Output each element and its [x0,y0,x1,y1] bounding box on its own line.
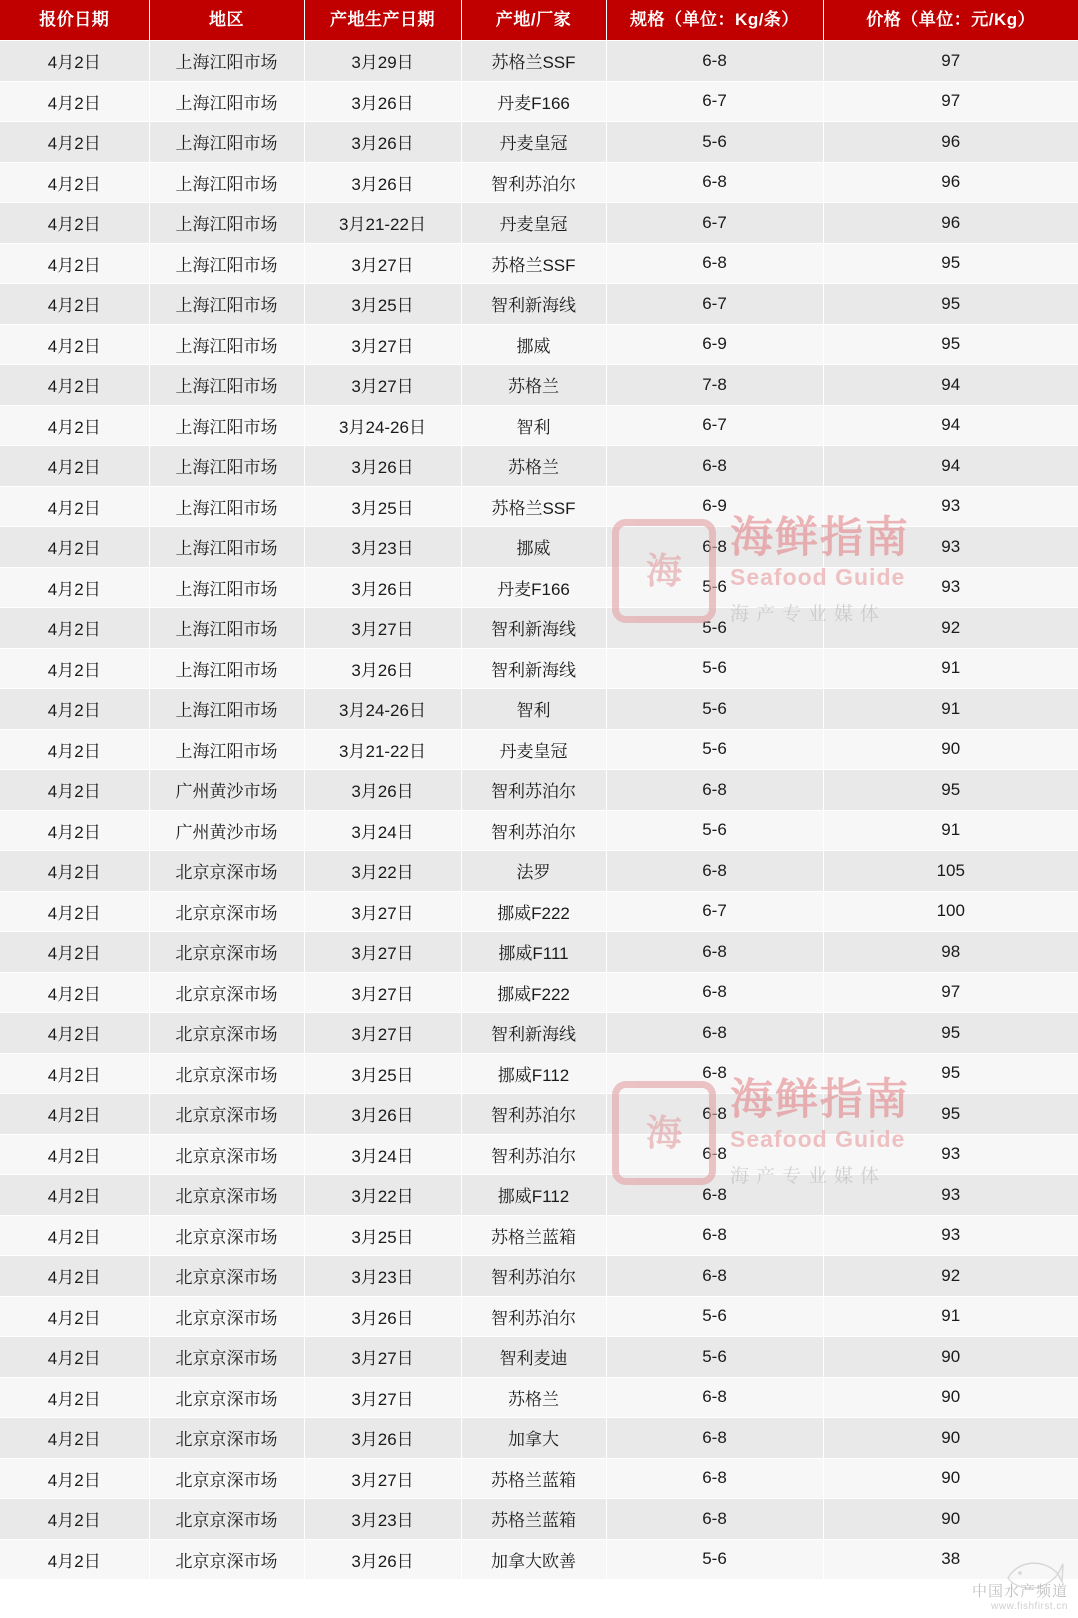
cell-origin-factory: 挪威 [461,324,606,365]
cell-origin-factory: 苏格兰蓝箱 [461,1499,606,1540]
cell-production-date: 3月26日 [304,122,461,163]
cell-price: 95 [823,1094,1078,1135]
watermark-brand-sub: 海产专业媒体 [730,604,887,626]
cell-spec: 5-6 [606,1337,823,1378]
cell-origin-factory: 智利苏泊尔 [461,1256,606,1297]
cell-quote-date: 4月2日 [0,405,149,446]
cell-region: 上海江阳市场 [149,324,304,365]
cell-price: 94 [823,446,1078,487]
cell-origin-factory: 苏格兰蓝箱 [461,1215,606,1256]
cell-quote-date: 4月2日 [0,486,149,527]
cell-price: 96 [823,162,1078,203]
cell-origin-factory: 苏格兰SSF [461,41,606,82]
cell-region: 上海江阳市场 [149,41,304,82]
cell-region: 北京京深市场 [149,851,304,892]
cell-spec: 6-8 [606,1215,823,1256]
cell-spec: 5-6 [606,608,823,649]
cell-quote-date: 4月2日 [0,527,149,568]
cell-origin-factory: 苏格兰SSF [461,486,606,527]
cell-production-date: 3月27日 [304,1013,461,1054]
cell-production-date: 3月27日 [304,324,461,365]
cell-spec: 6-8 [606,1418,823,1459]
column-header-quote-date: 报价日期 [0,0,149,41]
cell-production-date: 3月27日 [304,891,461,932]
cell-spec: 5-6 [606,648,823,689]
table-row [0,284,1078,325]
cell-region: 北京京深市场 [149,1256,304,1297]
table-row [0,1094,1078,1135]
cell-spec: 6-8 [606,932,823,973]
cell-production-date: 3月24-26日 [304,405,461,446]
cell-quote-date: 4月2日 [0,891,149,932]
cell-quote-date: 4月2日 [0,162,149,203]
cell-quote-date: 4月2日 [0,1296,149,1337]
cell-production-date: 3月27日 [304,1377,461,1418]
cell-origin-factory: 智利新海线 [461,648,606,689]
cell-price: 92 [823,608,1078,649]
table-row [0,1458,1078,1499]
cell-production-date: 3月26日 [304,1296,461,1337]
cell-region: 上海江阳市场 [149,81,304,122]
cell-price: 94 [823,405,1078,446]
cell-origin-factory: 挪威F222 [461,972,606,1013]
watermark-brand-cn: 海鲜指南 [730,514,910,562]
cell-quote-date: 4月2日 [0,365,149,406]
cell-quote-date: 4月2日 [0,1458,149,1499]
cell-price: 90 [823,1337,1078,1378]
table-row [0,608,1078,649]
cell-quote-date: 4月2日 [0,1539,149,1580]
column-header-origin-factory: 产地/厂家 [461,0,606,41]
cell-price: 91 [823,1296,1078,1337]
cell-price: 38 [823,1539,1078,1580]
table-row [0,1499,1078,1540]
cell-price: 90 [823,1499,1078,1540]
cell-origin-factory: 智利新海线 [461,608,606,649]
cell-spec: 6-8 [606,1094,823,1135]
cell-origin-factory: 挪威F111 [461,932,606,973]
cell-quote-date: 4月2日 [0,1377,149,1418]
cell-region: 北京京深市场 [149,1458,304,1499]
cell-price: 93 [823,1175,1078,1216]
table-row [0,1256,1078,1297]
cell-spec: 6-8 [606,770,823,811]
cell-origin-factory: 智利苏泊尔 [461,1134,606,1175]
table-row [0,81,1078,122]
cell-quote-date: 4月2日 [0,81,149,122]
cell-production-date: 3月23日 [304,1256,461,1297]
cell-production-date: 3月24-26日 [304,689,461,730]
cell-spec: 5-6 [606,729,823,770]
table-row [0,1377,1078,1418]
cell-spec: 6-8 [606,1256,823,1297]
cell-quote-date: 4月2日 [0,1256,149,1297]
cell-spec: 5-6 [606,1296,823,1337]
cell-region: 北京京深市场 [149,1175,304,1216]
watermark-brand-cn-2: 海鲜指南 [730,1076,910,1124]
cell-origin-factory: 挪威F222 [461,891,606,932]
table-row [0,446,1078,487]
cell-origin-factory: 智利苏泊尔 [461,1094,606,1135]
cell-price: 95 [823,770,1078,811]
cell-spec: 6-8 [606,1134,823,1175]
cell-origin-factory: 加拿大 [461,1418,606,1459]
cell-region: 广州黄沙市场 [149,810,304,851]
cell-quote-date: 4月2日 [0,1337,149,1378]
cell-spec: 6-7 [606,81,823,122]
cell-origin-factory: 挪威F112 [461,1175,606,1216]
cell-quote-date: 4月2日 [0,243,149,284]
cell-spec: 6-7 [606,891,823,932]
table-row [0,972,1078,1013]
cell-production-date: 3月27日 [304,365,461,406]
cell-spec: 6-9 [606,324,823,365]
cell-spec: 6-8 [606,1458,823,1499]
table-row [0,567,1078,608]
cell-region: 上海江阳市场 [149,365,304,406]
cell-spec: 6-8 [606,972,823,1013]
cell-quote-date: 4月2日 [0,648,149,689]
watermark-logo-char-top: 海 [645,550,682,592]
cell-production-date: 3月22日 [304,851,461,892]
table-row [0,1418,1078,1459]
cell-spec: 6-7 [606,405,823,446]
cell-price: 92 [823,1256,1078,1297]
cell-quote-date: 4月2日 [0,1175,149,1216]
cell-spec: 5-6 [606,567,823,608]
cell-production-date: 3月26日 [304,1418,461,1459]
cell-production-date: 3月29日 [304,41,461,82]
cell-spec: 5-6 [606,689,823,730]
cell-production-date: 3月26日 [304,567,461,608]
cell-quote-date: 4月2日 [0,567,149,608]
cell-production-date: 3月23日 [304,1499,461,1540]
cell-quote-date: 4月2日 [0,1499,149,1540]
cell-quote-date: 4月2日 [0,770,149,811]
cell-region: 上海江阳市场 [149,405,304,446]
column-header-spec: 规格（单位：Kg/条） [606,0,823,41]
cell-quote-date: 4月2日 [0,1215,149,1256]
table-row [0,527,1078,568]
cell-origin-factory: 挪威F112 [461,1053,606,1094]
cell-region: 上海江阳市场 [149,729,304,770]
cell-quote-date: 4月2日 [0,324,149,365]
cell-production-date: 3月26日 [304,648,461,689]
cell-price: 90 [823,1458,1078,1499]
table-row [0,932,1078,973]
cell-origin-factory: 丹麦F166 [461,81,606,122]
cell-spec: 5-6 [606,1539,823,1580]
cell-price: 95 [823,1053,1078,1094]
cell-origin-factory: 智利苏泊尔 [461,770,606,811]
cell-region: 上海江阳市场 [149,446,304,487]
cell-production-date: 3月26日 [304,162,461,203]
cell-quote-date: 4月2日 [0,972,149,1013]
cell-quote-date: 4月2日 [0,1053,149,1094]
cell-quote-date: 4月2日 [0,1013,149,1054]
cell-region: 北京京深市场 [149,1053,304,1094]
cell-spec: 6-7 [606,284,823,325]
cell-quote-date: 4月2日 [0,284,149,325]
cell-price: 91 [823,648,1078,689]
table-row [0,689,1078,730]
table-row [0,729,1078,770]
table-row [0,405,1078,446]
cell-production-date: 3月27日 [304,243,461,284]
cell-price: 91 [823,810,1078,851]
cell-origin-factory: 苏格兰SSF [461,243,606,284]
cell-quote-date: 4月2日 [0,608,149,649]
cell-region: 北京京深市场 [149,1094,304,1135]
table-row [0,41,1078,82]
cell-region: 北京京深市场 [149,972,304,1013]
cell-price: 97 [823,81,1078,122]
watermark-brand-en: Seafood Guide [730,564,906,591]
cell-price: 93 [823,1215,1078,1256]
cell-region: 北京京深市场 [149,1134,304,1175]
cell-origin-factory: 智利苏泊尔 [461,162,606,203]
table-body [0,41,1078,1580]
cell-origin-factory: 丹麦F166 [461,567,606,608]
cell-origin-factory: 苏格兰 [461,446,606,487]
cell-price: 93 [823,1134,1078,1175]
table-row [0,365,1078,406]
table-row [0,1296,1078,1337]
table-header-row [0,0,1078,41]
table-row [0,243,1078,284]
table-row [0,648,1078,689]
cell-production-date: 3月22日 [304,1175,461,1216]
cell-spec: 6-8 [606,1377,823,1418]
cell-spec: 6-9 [606,486,823,527]
cell-origin-factory: 丹麦皇冠 [461,203,606,244]
table-row [0,770,1078,811]
table-header [0,0,1078,41]
cell-origin-factory: 加拿大欧善 [461,1539,606,1580]
cell-region: 上海江阳市场 [149,122,304,163]
cell-price: 93 [823,527,1078,568]
cell-production-date: 3月21-22日 [304,203,461,244]
cell-region: 上海江阳市场 [149,689,304,730]
table-row [0,162,1078,203]
cell-origin-factory: 智利 [461,689,606,730]
cell-spec: 5-6 [606,810,823,851]
cell-production-date: 3月26日 [304,1094,461,1135]
cell-production-date: 3月27日 [304,1458,461,1499]
cell-quote-date: 4月2日 [0,122,149,163]
cell-price: 98 [823,932,1078,973]
cell-region: 北京京深市场 [149,891,304,932]
cell-price: 95 [823,1013,1078,1054]
table-row [0,1134,1078,1175]
cell-origin-factory: 苏格兰 [461,1377,606,1418]
table-row [0,810,1078,851]
cell-quote-date: 4月2日 [0,810,149,851]
cell-price: 90 [823,1377,1078,1418]
cell-production-date: 3月27日 [304,932,461,973]
cell-spec: 5-6 [606,122,823,163]
table-row [0,891,1078,932]
cell-origin-factory: 智利新海线 [461,1013,606,1054]
cell-spec: 6-7 [606,203,823,244]
column-header-region: 地区 [149,0,304,41]
cell-production-date: 3月26日 [304,770,461,811]
cell-production-date: 3月23日 [304,527,461,568]
table-row [0,486,1078,527]
cell-spec: 6-8 [606,527,823,568]
cell-origin-factory: 苏格兰 [461,365,606,406]
cell-production-date: 3月25日 [304,486,461,527]
cell-region: 北京京深市场 [149,1296,304,1337]
cell-price: 91 [823,689,1078,730]
cell-origin-factory: 智利新海线 [461,284,606,325]
cell-origin-factory: 丹麦皇冠 [461,729,606,770]
cell-spec: 6-8 [606,41,823,82]
cell-region: 北京京深市场 [149,1499,304,1540]
table-row [0,1053,1078,1094]
cell-quote-date: 4月2日 [0,689,149,730]
cell-region: 上海江阳市场 [149,527,304,568]
table-row [0,1337,1078,1378]
cell-production-date: 3月26日 [304,1539,461,1580]
cell-quote-date: 4月2日 [0,1094,149,1135]
cell-production-date: 3月24日 [304,1134,461,1175]
cell-region: 上海江阳市场 [149,203,304,244]
cell-price: 95 [823,284,1078,325]
cell-origin-factory: 丹麦皇冠 [461,122,606,163]
table-row [0,122,1078,163]
cell-production-date: 3月25日 [304,284,461,325]
cell-quote-date: 4月2日 [0,1134,149,1175]
watermark-logo-char-bottom: 海 [645,1112,682,1154]
cell-quote-date: 4月2日 [0,203,149,244]
cell-price: 95 [823,324,1078,365]
cell-region: 上海江阳市场 [149,284,304,325]
cell-price: 100 [823,891,1078,932]
cell-production-date: 3月27日 [304,1337,461,1378]
cell-quote-date: 4月2日 [0,932,149,973]
column-header-production-date: 产地生产日期 [304,0,461,41]
cell-quote-date: 4月2日 [0,1418,149,1459]
fish-icon [1004,1552,1064,1598]
cell-region: 北京京深市场 [149,1337,304,1378]
cell-price: 96 [823,122,1078,163]
cell-production-date: 3月25日 [304,1053,461,1094]
cell-region: 上海江阳市场 [149,243,304,284]
cell-quote-date: 4月2日 [0,851,149,892]
cell-spec: 6-8 [606,1499,823,1540]
watermark-brand-en-2: Seafood Guide [730,1126,906,1153]
cell-production-date: 3月24日 [304,810,461,851]
table-row [0,1013,1078,1054]
cell-price: 90 [823,1418,1078,1459]
cell-region: 北京京深市场 [149,1418,304,1459]
cell-production-date: 3月27日 [304,608,461,649]
cell-origin-factory: 法罗 [461,851,606,892]
cell-price: 97 [823,41,1078,82]
cell-price: 93 [823,486,1078,527]
cell-region: 北京京深市场 [149,932,304,973]
cell-quote-date: 4月2日 [0,729,149,770]
cell-region: 上海江阳市场 [149,486,304,527]
cell-price: 90 [823,729,1078,770]
table-row [0,1175,1078,1216]
cell-origin-factory: 智利苏泊尔 [461,1296,606,1337]
cell-spec: 6-8 [606,851,823,892]
cell-region: 北京京深市场 [149,1215,304,1256]
cell-spec: 6-8 [606,243,823,284]
cell-production-date: 3月21-22日 [304,729,461,770]
cell-region: 上海江阳市场 [149,608,304,649]
watermark-brand-sub-2: 海产专业媒体 [730,1166,887,1188]
cell-region: 上海江阳市场 [149,162,304,203]
cell-spec: 6-8 [606,162,823,203]
cell-origin-factory: 智利 [461,405,606,446]
table-row [0,203,1078,244]
cell-quote-date: 4月2日 [0,446,149,487]
cell-region: 上海江阳市场 [149,567,304,608]
cell-price: 94 [823,365,1078,406]
cell-production-date: 3月26日 [304,81,461,122]
cell-spec: 6-8 [606,446,823,487]
cell-region: 北京京深市场 [149,1377,304,1418]
cell-production-date: 3月26日 [304,446,461,487]
cell-origin-factory: 苏格兰蓝箱 [461,1458,606,1499]
cell-region: 北京京深市场 [149,1013,304,1054]
table-row [0,1539,1078,1580]
table-row [0,1215,1078,1256]
cell-price: 97 [823,972,1078,1013]
column-header-price: 价格（单位：元/Kg） [823,0,1078,41]
cell-spec: 6-8 [606,1013,823,1054]
cell-price: 95 [823,243,1078,284]
watermark-corner-cn: 中国水产频道 [971,1583,1068,1600]
cell-spec: 6-8 [606,1053,823,1094]
cell-origin-factory: 智利苏泊尔 [461,810,606,851]
watermark-corner-url: www.fishfirst.cn [991,1601,1068,1612]
table-row [0,851,1078,892]
cell-production-date: 3月25日 [304,1215,461,1256]
cell-spec: 7-8 [606,365,823,406]
cell-price: 96 [823,203,1078,244]
cell-price: 105 [823,851,1078,892]
cell-spec: 6-8 [606,1175,823,1216]
cell-region: 北京京深市场 [149,1539,304,1580]
cell-region: 广州黄沙市场 [149,770,304,811]
cell-quote-date: 4月2日 [0,41,149,82]
cell-region: 上海江阳市场 [149,648,304,689]
cell-production-date: 3月27日 [304,972,461,1013]
table-row [0,324,1078,365]
cell-origin-factory: 挪威 [461,527,606,568]
cell-origin-factory: 智利麦迪 [461,1337,606,1378]
cell-price: 93 [823,567,1078,608]
